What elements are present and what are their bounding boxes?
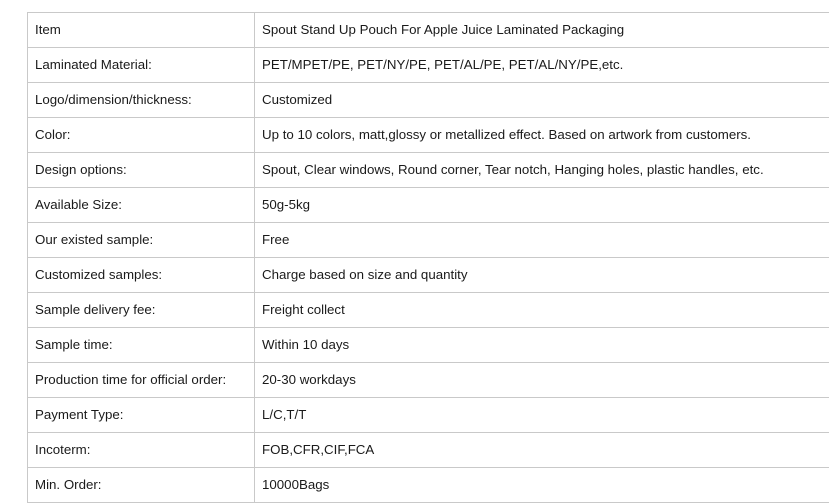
- row-value: Customized: [255, 83, 829, 118]
- table-row: [28, 363, 829, 398]
- table-row: [28, 293, 829, 328]
- table-row: [28, 433, 829, 468]
- row-value: Within 10 days: [255, 328, 829, 363]
- table-row: [28, 223, 829, 258]
- table-row: [28, 118, 829, 153]
- row-label: Min. Order:: [28, 468, 255, 503]
- product-specification-table: [27, 12, 829, 503]
- row-label: Design options:: [28, 153, 255, 188]
- row-label: Available Size:: [28, 188, 255, 223]
- row-label: Incoterm:: [28, 433, 255, 468]
- row-value: Free: [255, 223, 829, 258]
- row-value: Up to 10 colors, matt,glossy or metallized effect. Based on artwork from customers.: [255, 118, 829, 153]
- row-value: Spout Stand Up Pouch For Apple Juice Laminated Packaging: [255, 13, 829, 48]
- row-label: Our existed sample:: [28, 223, 255, 258]
- row-label: Payment Type:: [28, 398, 255, 433]
- row-label: Item: [28, 13, 255, 48]
- row-value: 50g-5kg: [255, 188, 829, 223]
- row-value: Freight collect: [255, 293, 829, 328]
- row-label: Logo/dimension/thickness:: [28, 83, 255, 118]
- row-value: FOB,CFR,CIF,FCA: [255, 433, 829, 468]
- row-label: Laminated Material:: [28, 48, 255, 83]
- row-value: L/C,T/T: [255, 398, 829, 433]
- table-row: [28, 258, 829, 293]
- row-label: Customized samples:: [28, 258, 255, 293]
- table-row: [28, 188, 829, 223]
- row-value: Charge based on size and quantity: [255, 258, 829, 293]
- row-label: Sample delivery fee:: [28, 293, 255, 328]
- table-row: [28, 328, 829, 363]
- table-row: [28, 398, 829, 433]
- table-row: [28, 153, 829, 188]
- row-value: 20-30 workdays: [255, 363, 829, 398]
- table-body: [28, 13, 829, 503]
- table-row: [28, 48, 829, 83]
- row-label: Color:: [28, 118, 255, 153]
- table-row: [28, 13, 829, 48]
- row-value: 10000Bags: [255, 468, 829, 503]
- row-value: PET/MPET/PE, PET/NY/PE, PET/AL/PE, PET/AL/NY/PE,etc.: [255, 48, 829, 83]
- row-value: Spout, Clear windows, Round corner, Tear notch, Hanging holes, plastic handles, etc.: [255, 153, 829, 188]
- table-row: [28, 83, 829, 118]
- table-row: [28, 468, 829, 503]
- row-label: Production time for official order:: [28, 363, 255, 398]
- row-label: Sample time:: [28, 328, 255, 363]
